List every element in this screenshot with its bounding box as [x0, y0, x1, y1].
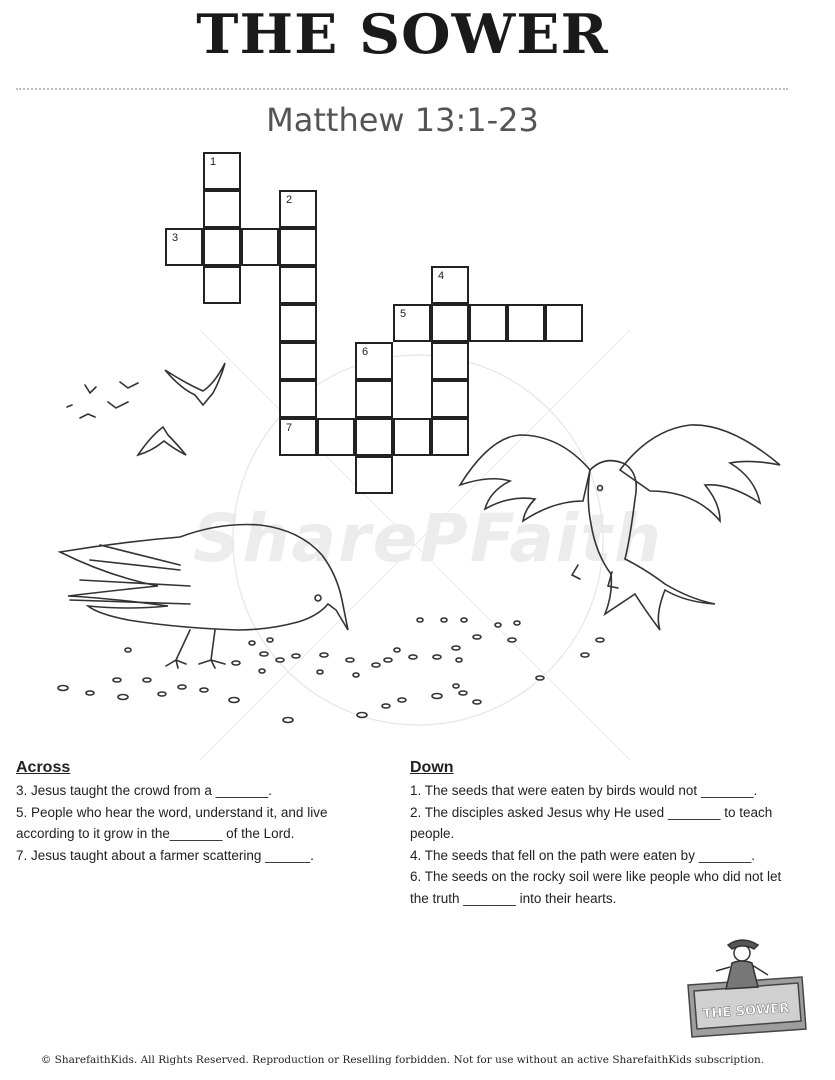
down-clue-6: 6. The seeds on the rocky soil were like people who did not let the truth _______ into their hearts.: [410, 869, 782, 906]
watermark: SharePFaith: [193, 500, 663, 577]
clue-number: 6: [362, 346, 369, 358]
seeds-icon: [58, 618, 604, 723]
crossword-cell[interactable]: [203, 228, 241, 266]
down-clues: [410, 757, 800, 909]
crossword-cell[interactable]: [431, 266, 469, 304]
crossword-cell[interactable]: [279, 266, 317, 304]
crossword-cell[interactable]: [279, 190, 317, 228]
crossword-cell[interactable]: [469, 304, 507, 342]
crow-eating-icon: [60, 525, 348, 669]
crow-flying-icon: [460, 425, 780, 630]
crossword-cell[interactable]: [241, 228, 279, 266]
crossword-cell[interactable]: [393, 418, 431, 456]
across-heading: Across: [16, 759, 71, 776]
clue-number: 7: [286, 422, 293, 434]
badge-label: THE SOWER: [702, 1000, 790, 1023]
crossword-cell[interactable]: [431, 418, 469, 456]
crossword-cell[interactable]: [431, 380, 469, 418]
crossword-cell[interactable]: [507, 304, 545, 342]
crossword-cell[interactable]: [431, 304, 469, 342]
crossword-cell[interactable]: [355, 380, 393, 418]
clue-number: 1: [210, 156, 217, 168]
clue-number: 5: [400, 308, 407, 320]
crossword-cell[interactable]: [279, 304, 317, 342]
crossword-cell[interactable]: [165, 228, 203, 266]
across-clue-5: 5. People who hear the word, understand it, and live according to it grow in the_______ of the Lord.: [16, 804, 328, 841]
copyright-footer: © SharefaithKids. All Rights Reserved. Reproduction or Reselling forbidden. Not for use without an active SharefaithKids subscription.: [40, 1054, 765, 1066]
crossword-cell[interactable]: [203, 266, 241, 304]
down-clue-1: 1. The seeds that were eaten by birds would not _______.: [410, 783, 758, 798]
crossword-cell[interactable]: [279, 380, 317, 418]
crossword-cell[interactable]: [279, 342, 317, 380]
across-clues: [16, 757, 386, 866]
crossword-cell[interactable]: [203, 152, 241, 190]
clue-number: 2: [286, 194, 293, 206]
clue-number: 4: [438, 270, 445, 282]
crossword-cell[interactable]: [393, 304, 431, 342]
across-clue-7: 7. Jesus taught about a farmer scattering ______.: [16, 847, 314, 863]
lesson-badge-icon: [680, 935, 810, 1045]
down-clue-2: 2. The disciples asked Jesus why He used _______ to teach people.: [410, 804, 773, 841]
crossword-cell[interactable]: [317, 418, 355, 456]
crossword-cell[interactable]: [279, 228, 317, 266]
down-heading: Down: [410, 759, 454, 776]
across-clue-3: 3. Jesus taught the crowd from a _______.: [16, 783, 272, 798]
crossword-cell[interactable]: [203, 190, 241, 228]
crossword-cell[interactable]: [279, 418, 317, 456]
crossword-cell[interactable]: [431, 342, 469, 380]
down-clue-4: 4. The seeds that fell on the path were eaten by _______.: [410, 847, 756, 863]
clue-number: 3: [172, 232, 179, 244]
crossword-cell[interactable]: [355, 418, 393, 456]
crossword-cell[interactable]: [355, 456, 393, 494]
page-title: THE SOWER: [196, 2, 609, 66]
scripture-reference: Matthew 13:1-23: [266, 101, 539, 139]
crossword-cell[interactable]: [355, 342, 393, 380]
small-birds-icon: [67, 363, 225, 455]
crossword-cell[interactable]: [545, 304, 583, 342]
